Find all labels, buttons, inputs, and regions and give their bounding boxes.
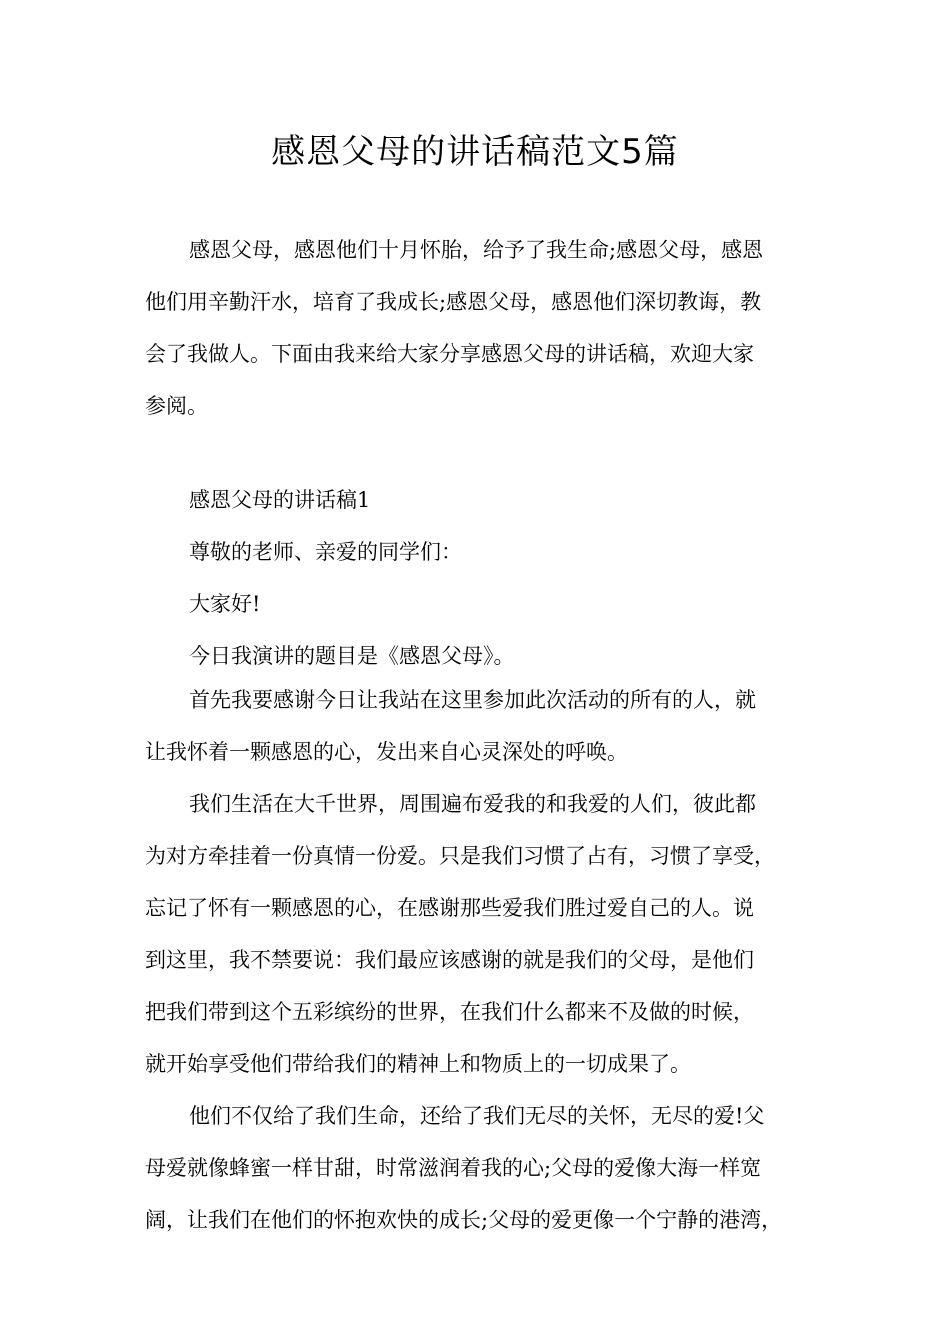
body-paragraph [145,1090,825,1246]
intro-line: 他们用辛勤汗水，培育了我成长;感恩父母，感恩他们深切教诲，教 [145,290,762,314]
section-heading: 感恩父母的讲话稿1 [189,488,371,512]
paragraph-line: 为对方牵挂着一份真情一份爱。只是我们习惯了占有，习惯了享受， [145,844,775,868]
intro-paragraph [145,224,825,432]
paragraph-line: 他们不仅给了我们生命，还给了我们无尽的关怀，无尽的爱!父 [189,1104,765,1128]
intro-line: 会了我做人。下面由我来给大家分享感恩父母的讲话稿，欢迎大家 [145,342,754,366]
paragraph-line: 忘记了怀有一颗感恩的心，在感谢那些爱我们胜过爱自己的人。说 [145,896,754,920]
paragraph-line: 到这里，我不禁要说：我们最应该感谢的就是我们的父母，是他们 [145,948,754,972]
body-paragraph [145,778,825,1090]
salutation: 尊敬的老师、亲爱的同学们： [189,540,462,564]
speech-topic: 今日我演讲的题目是《感恩父母》。 [189,644,515,668]
document-title: 感恩父母的讲话稿范文5篇 [271,132,679,172]
paragraph-line: 阔，让我们在他们的怀抱欢快的成长;父母的爱更像一个宁静的港湾， [145,1208,783,1232]
intro-line: 感恩父母，感恩他们十月怀胎，给予了我生命;感恩父母，感恩 [189,238,764,262]
body-paragraph [145,674,825,778]
greeting: 大家好! [189,592,261,616]
paragraph-line: 把我们带到这个五彩缤纷的世界，在我们什么都来不及做的时候， [145,1000,754,1024]
paragraph-line: 我们生活在大千世界，周围遍布爱我的和我爱的人们，彼此都 [189,792,756,816]
paragraph-line: 让我怀着一颗感恩的心，发出来自心灵深处的呼唤。 [145,740,628,764]
paragraph-line: 首先我要感谢今日让我站在这里参加此次活动的所有的人，就 [189,688,756,712]
intro-line: 参阅。 [145,394,208,418]
paragraph-line: 母爱就像蜂蜜一样甘甜，时常滋润着我的心;父母的爱像大海一样宽 [145,1156,762,1180]
paragraph-line: 就开始享受他们带给我们的精神上和物质上的一切成果了。 [145,1052,691,1076]
